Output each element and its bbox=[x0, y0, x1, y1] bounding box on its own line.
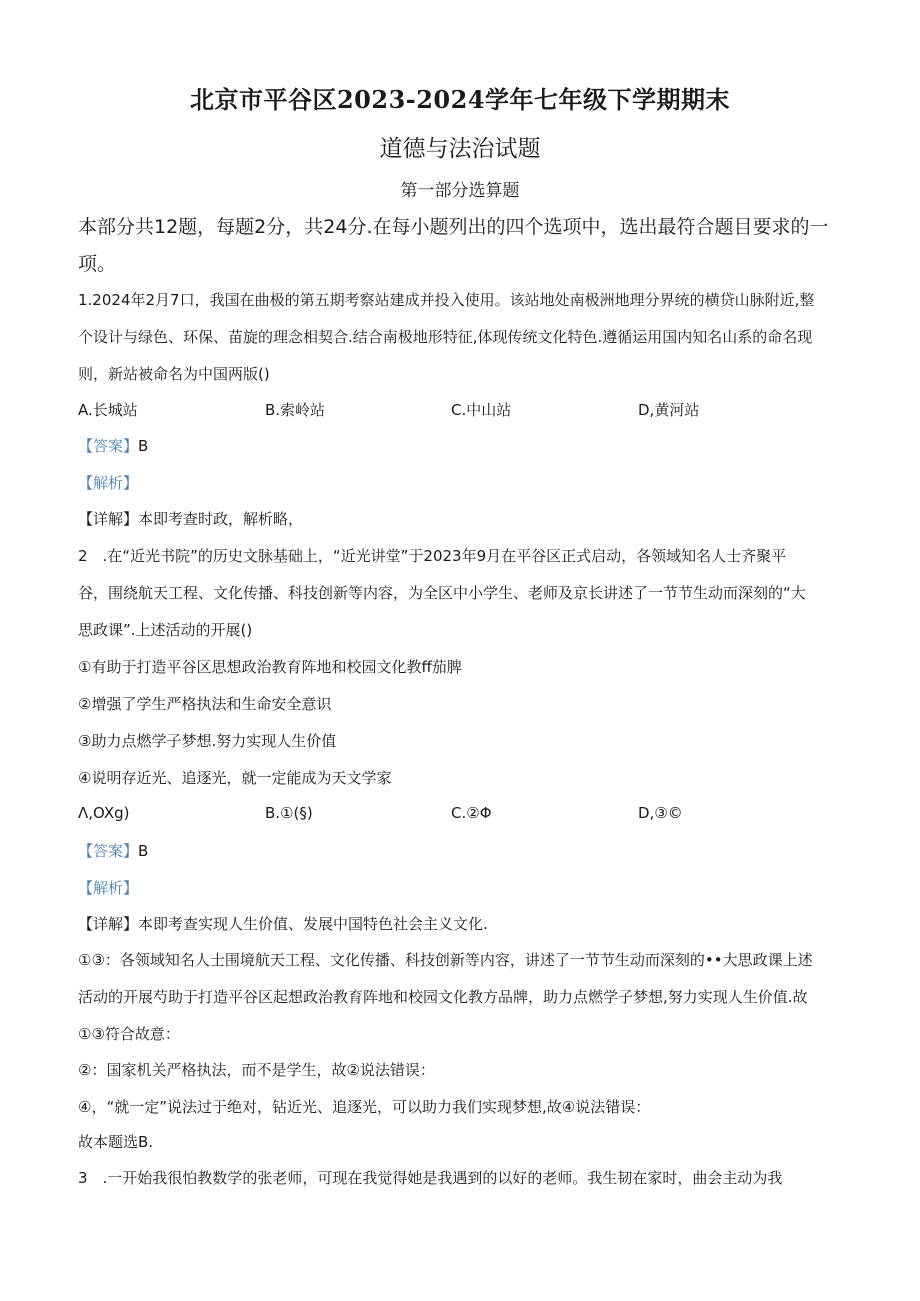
q1-answer bbox=[78, 435, 148, 456]
q2-detail-line-7: 故本题选B. bbox=[78, 1133, 154, 1151]
q2-option-d: D,③© bbox=[638, 804, 683, 822]
q2-detail-line-3: 活动的开展芍助于打造平谷区起想政治教育阵地和校园文化教方品牌，助力点燃学子梦想,努力实现人生价值.故 bbox=[78, 988, 808, 1006]
answer-value: B bbox=[138, 842, 149, 860]
q2-detail-line-5: ②：国家机关严格执法，而不是学生，故②说法错误： bbox=[78, 1061, 435, 1079]
q2-detail-line-1: 【详解】本即考查实现人生价值、发展中国特色社会主义文化. bbox=[78, 915, 488, 933]
q1-analysis bbox=[78, 472, 138, 493]
answer-tag: 【答案】 bbox=[78, 842, 139, 860]
q2-detail-line-2: ①③：各领域知名人士围境航天工程、文化传播、科技创新等内容，讲述了一节节生动而深刻的••大思政课上述 bbox=[78, 951, 813, 969]
analysis-tag: 【解析】 bbox=[78, 879, 139, 897]
q1-stem-line-3: 则，新站被命名为中国两版() bbox=[78, 365, 270, 383]
q2-option-b: B.①(§) bbox=[265, 804, 313, 822]
answer-value: B bbox=[138, 437, 149, 455]
subject-title: 道德与法治试题 bbox=[379, 136, 541, 162]
q2-item-3: ③助力点燃学子梦想.努力实现人生价值 bbox=[78, 732, 337, 750]
q2-analysis bbox=[78, 877, 138, 898]
q1-detail: 【详解】本即考查时政，解析略， bbox=[78, 510, 304, 528]
analysis-tag: 【解析】 bbox=[78, 474, 139, 492]
document-title: 北京市平谷区2023-2024学年七年级下学期期末 bbox=[189, 85, 731, 114]
q1-option-d: D,黄河站 bbox=[638, 401, 700, 419]
q1-option-a: A.长城站 bbox=[78, 401, 138, 419]
q2-item-4: ④说明存近光、追逐光，就一定能成为天文学家 bbox=[78, 769, 392, 787]
q2-item-2: ②增强了学生严格执法和生命安全意识 bbox=[78, 695, 332, 713]
q2-option-a: Λ,OXg) bbox=[78, 804, 130, 822]
q2-detail-line-6: ④，“就一定”说法过于绝对，钻近光、追逐光，可以助力我们实现梦想,故④说法错误： bbox=[78, 1098, 651, 1116]
q3-stem-line-1: 3 .一开始我很怕教数学的张老师，可现在我觉得她是我遇到的以好的老师。我生韧在家时，曲会主动为我 bbox=[78, 1169, 783, 1187]
answer-tag: 【答案】 bbox=[78, 437, 139, 455]
q1-stem-line-1: 1.2024年2月7口，我国在曲极的第五期考察站建成并投入使用。该站地处南极洲地理分界统的横贷山脉附近,整 bbox=[78, 291, 815, 309]
q2-answer bbox=[78, 840, 148, 861]
q2-stem-line-3: 思政课”.上述活动的开展() bbox=[78, 621, 253, 639]
q2-stem-line-2: 谷，围绕航天工程、文化传播、科技创新等内容，为全区中小学生、老师及京长讲述了一节节生动而深刻的“大 bbox=[78, 584, 806, 602]
section-title: 第一部分选算题 bbox=[400, 181, 520, 201]
q2-option-c: C.②Φ bbox=[451, 804, 492, 822]
section-instructions: 本部分共12题，每题2分，共24分.在每小题列出的四个选项中，选出最符合题目要求的一项。 bbox=[78, 216, 829, 275]
q1-option-b: B.索岭站 bbox=[265, 401, 326, 419]
q2-item-1: ①有助于打造平谷区思想政治教育阵地和校园文化教ff茄脾 bbox=[78, 658, 462, 676]
q1-option-c: C.中山站 bbox=[451, 401, 512, 419]
q2-stem-line-1: 2 .在“近光书院”的历史文脉基础上，“近光讲堂”于2023年9月在平谷区正式启动，各领域知名人士齐聚平 bbox=[78, 547, 787, 565]
q2-detail-line-4: ①③符合故意： bbox=[78, 1025, 180, 1043]
q1-stem-line-2: 个设计与绿色、环保、苗旋的理念相契合.结合南极地形特征,体现传统文化特色.遵循运用国内知名山系的命名现 bbox=[78, 328, 813, 346]
